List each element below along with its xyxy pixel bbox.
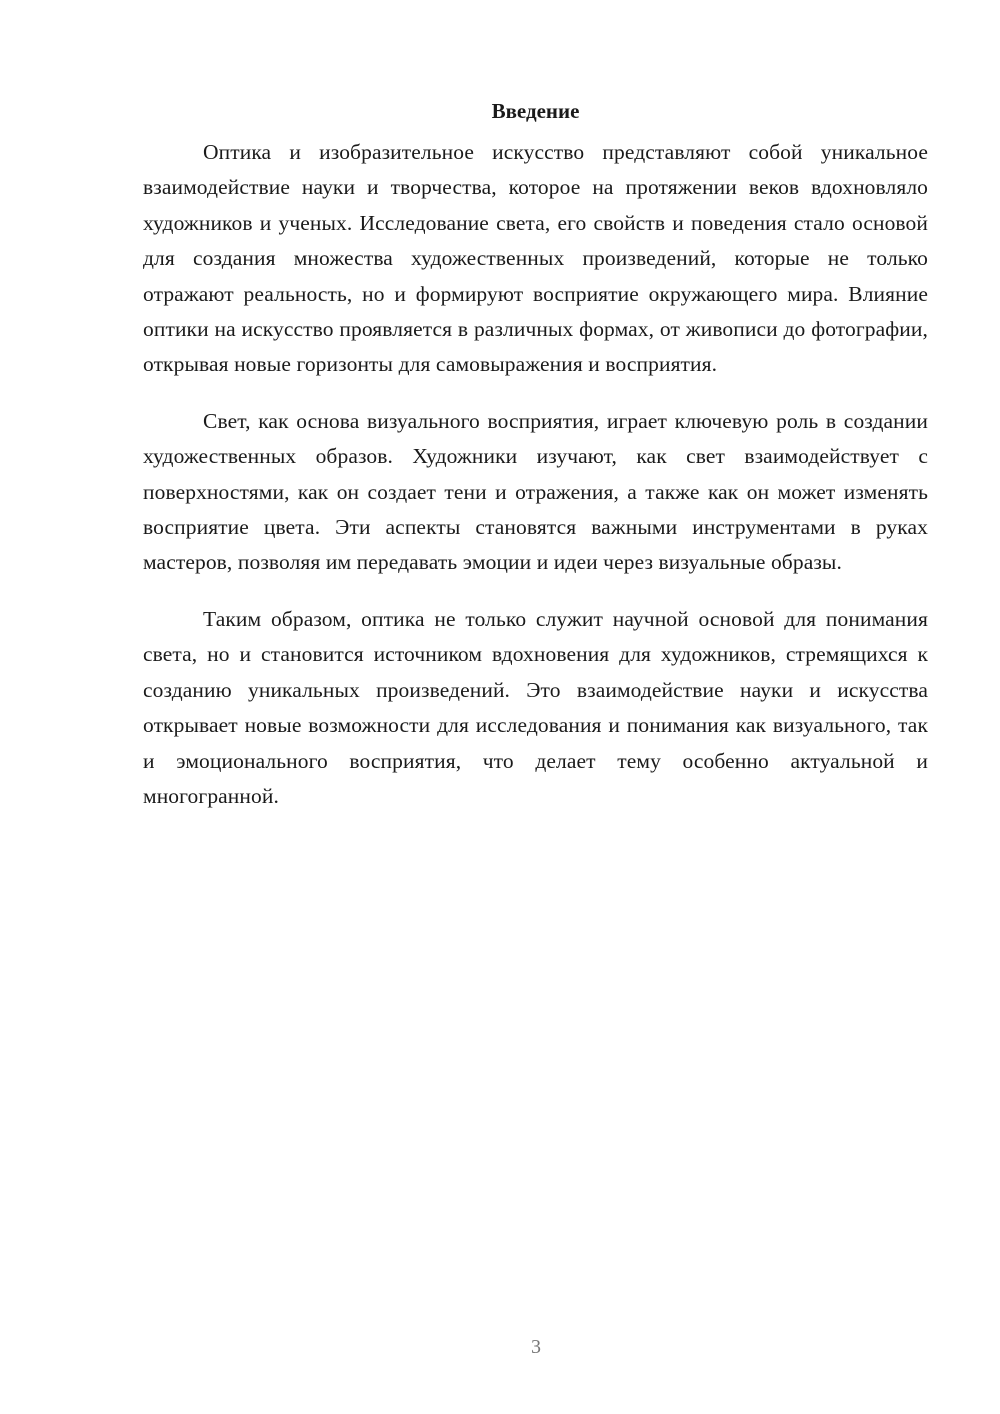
section-heading: Введение — [491, 99, 580, 123]
paragraph-3: Таким образом, оптика не только служит научной основой для понимания света, но и становится источником вдохновения для художников, стремящихся к созданию уникальных произведений. Это взаимодействие науки и искусства открывает новые возможности для исследования и понимания как визуального, так и эмоционального восприятия, что делает тему особенно актуальной и многогранной. — [143, 606, 928, 808]
paragraph-2: Свет, как основа визуального восприятия, играет ключевую роль в создании художественных образов. Художники изучают, как свет взаимодействует с поверхностями, как он создает тени и отражения, а также как он может изменять восприятие цвета. Эти аспекты становятся важными инструментами в руках мастеров, позволяя им передавать эмоции и идеи через визуальные образы. — [143, 408, 928, 575]
paragraph-1: Оптика и изобразительное искусство представляют собой уникальное взаимодействие науки и творчества, которое на протяжении веков вдохновляло художников и ученых. Исследование света, его свойств и поведения стало основой для создания множества художественных произведений, которые не только отражают реальность, но и формируют восприятие окружающего мира. Влияние оптики на искусство проявляется в различных формах, от живописи до фотографии, открывая новые горизонты для самовыражения и восприятия. — [143, 140, 928, 377]
page-content — [143, 93, 928, 835]
page-number: 3 — [531, 1336, 541, 1358]
